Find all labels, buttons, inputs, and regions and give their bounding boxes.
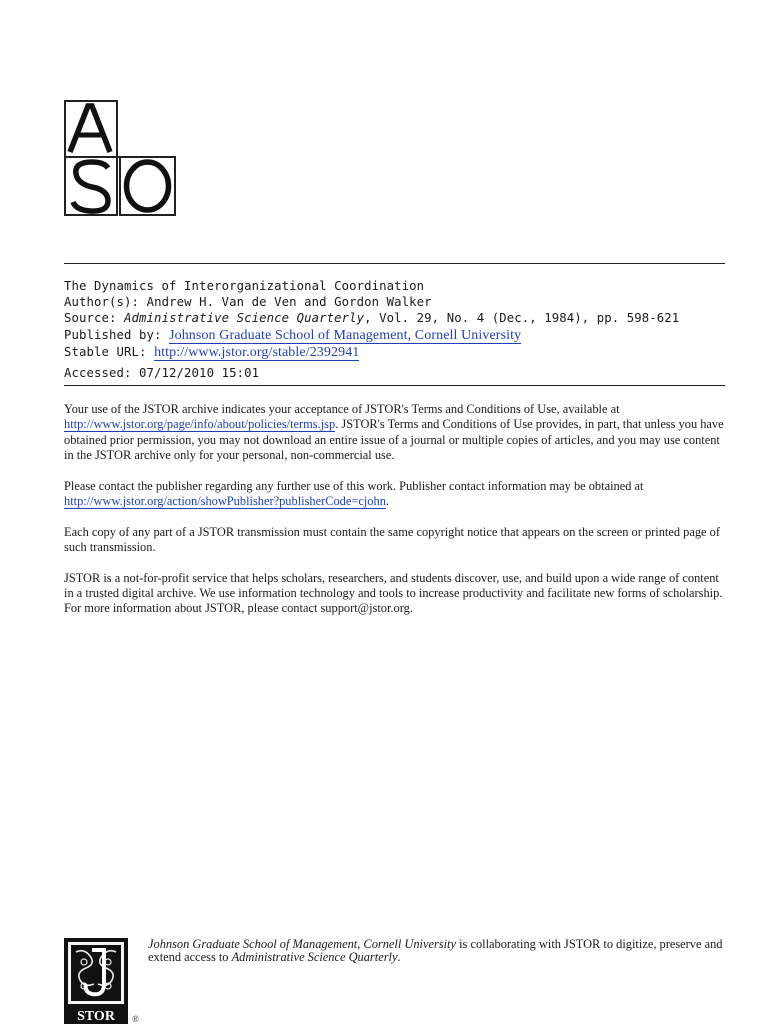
registered-mark: ® xyxy=(132,1014,139,1024)
article-metadata xyxy=(64,278,725,381)
authors-line xyxy=(64,294,725,310)
top-divider xyxy=(64,263,725,264)
asq-logo xyxy=(64,100,176,216)
authors-label: Author(s): xyxy=(64,295,140,310)
stable-url-line xyxy=(64,344,725,361)
publisher-contact-paragraph xyxy=(64,479,726,510)
publisher-link[interactable]: Johnson Graduate School of Management, Cornell University xyxy=(169,327,522,343)
authors-value: Andrew H. Van de Ven and Gordon Walker xyxy=(146,295,432,310)
bottom-divider xyxy=(64,385,725,386)
footer-mid-text: is collaborating with JSTOR to digitize, preserve and extend access to xyxy=(148,937,723,964)
footer-journal: Administrative Science Quarterly xyxy=(231,949,398,964)
source-line xyxy=(64,310,725,326)
contact-text-end: . xyxy=(385,493,389,508)
terms-paragraph xyxy=(64,402,726,463)
publisher-line xyxy=(64,327,725,344)
publisher-contact-link[interactable]: http://www.jstor.org/action/showPublisher?publisherCode=cjohn xyxy=(64,493,386,508)
jstor-logo xyxy=(64,938,130,1024)
stable-url-link[interactable]: http://www.jstor.org/stable/2392941 xyxy=(154,344,360,360)
terms-text-end: . JSTOR's Terms and Conditions of Use provides, in part, that unless you have obtained prior permission, you may not download an entire issue of a journal or multiple copies of articles, and you may use content in the JSTOR archive only for your personal, non-commercial use. xyxy=(64,417,724,462)
copyright-paragraph: Each copy of any part of a JSTOR transmission must contain the same copyright notice that appears on the screen or printed page of such transmission. xyxy=(64,524,720,555)
accessed-date: Accessed: 07/12/2010 15:01 xyxy=(64,366,260,381)
terms-link[interactable]: http://www.jstor.org/page/info/about/policies/terms.jsp xyxy=(64,417,336,432)
source-label: Source: xyxy=(64,311,117,326)
source-details: , Vol. 29, No. 4 (Dec., 1984), pp. 598-621 xyxy=(364,311,680,326)
stable-url-label: Stable URL: xyxy=(64,344,147,359)
footer-end: . xyxy=(397,949,401,964)
footer-publisher: Johnson Graduate School of Management, Cornell University xyxy=(148,937,456,951)
terms-text-start: Your use of the JSTOR archive indicates your acceptance of JSTOR's Terms and Conditions of Use, available at xyxy=(64,402,620,416)
jstor-logo-text: STOR xyxy=(77,1009,115,1024)
footer-statement xyxy=(148,938,748,964)
article-title: The Dynamics of Interorganizational Coordination xyxy=(64,279,425,293)
published-label: Published by: xyxy=(64,327,162,342)
source-journal: Administrative Science Quarterly xyxy=(124,311,365,326)
terms-notice xyxy=(64,402,726,632)
jstor-about-paragraph: JSTOR is a not-for-profit service that helps scholars, researchers, and students discover, use, and build upon a wide range of content in a trusted digital archive. We use information technology and tools to increase productivity and facilitate new forms of scholarship. For more information about JSTOR, please contact support@jstor.org. xyxy=(64,570,723,616)
contact-text: Please contact the publisher regarding any further use of this work. Publisher contact information may be obtained at xyxy=(64,478,644,493)
